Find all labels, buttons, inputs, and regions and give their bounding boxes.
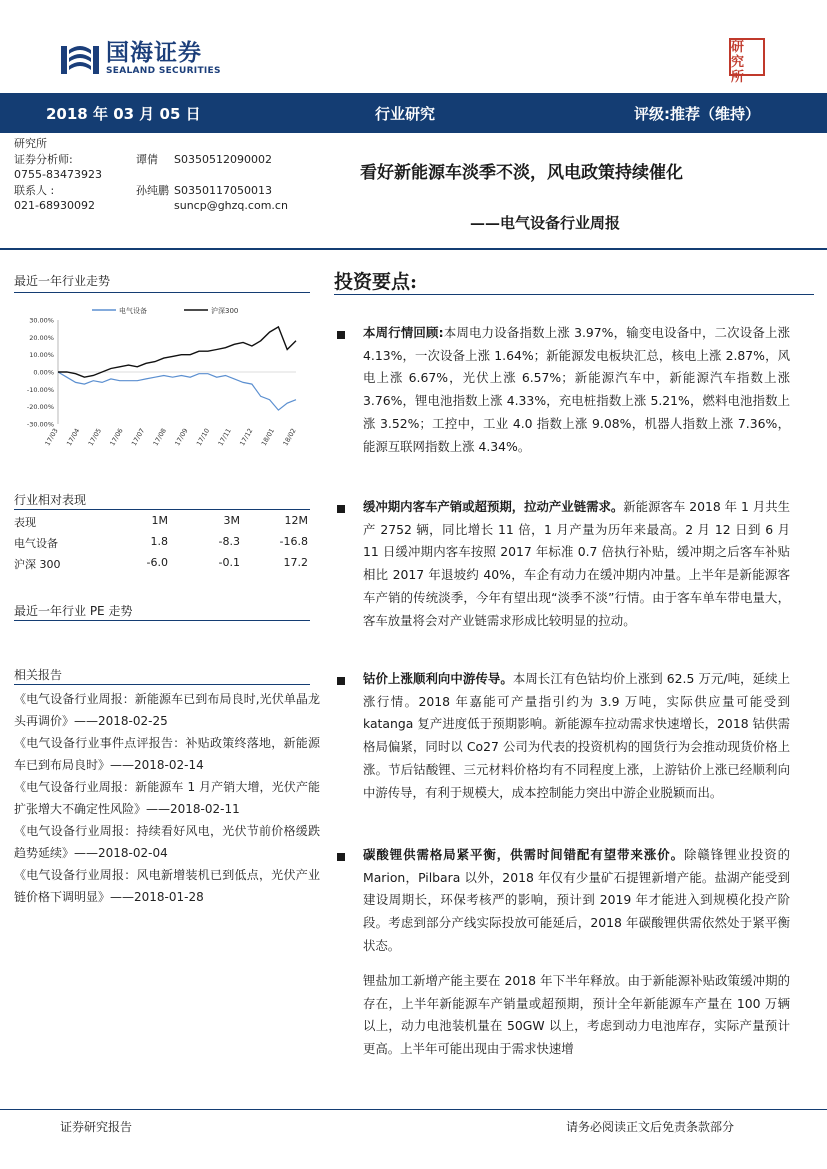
- bullet-icon: [337, 853, 345, 861]
- section-divider: [14, 620, 310, 621]
- header-band: [0, 93, 827, 133]
- trend-chart: [14, 298, 310, 458]
- pe-heading: 最近一年行业 PE 走势: [14, 604, 133, 618]
- table-header-row: 表现 1M 3M 12M: [14, 514, 308, 529]
- report-link[interactable]: 《电气设备行业周报：新能源车 1 月产销大增，光伏产能扩张增大不确定性风险》——2018-02-11: [14, 780, 320, 816]
- dept-label: 研究所: [14, 137, 47, 150]
- footer-divider: [0, 1109, 827, 1110]
- report-title: 看好新能源车淡季不淡，风电政策持续催化: [360, 163, 683, 183]
- x-tick-label: 18/02: [281, 427, 298, 448]
- x-tick-label: 17/08: [151, 427, 168, 448]
- x-tick-label: 17/06: [108, 427, 125, 448]
- research-seal: 研究所: [729, 38, 765, 76]
- footer-left: 证券研究报告: [60, 1120, 133, 1134]
- legend-label: 电气设备: [119, 307, 147, 315]
- x-tick-label: 17/12: [238, 427, 255, 448]
- bullet-icon: [337, 505, 345, 513]
- invest-point: 缓冲期内客车产销或超预期，拉动产业链需求。新能源客车 2018 年 1 月共生产 2752 辆，同比增长 11 倍，1 月产量为历年来最高。2 月 12 日到 6 月 11 日缓冲期内客车按照 2017 年标准 0.7 倍执行补贴，缓冲期之后客车补贴相比 2017 年退坡约 40%，车企有动力在缓冲期内冲量。上半年是新能源客车产销的传统淡季，今年有望出现“淡季不淡”行情。由于客车单车带电量大，客车放量将会对产业链需求形成比较明显的拉动。: [363, 499, 791, 628]
- related-reports: [14, 688, 320, 908]
- report-link[interactable]: 《电气设备行业事件点评报告：补贴政策终落地，新能源车已到布局良时》——2018-02-14: [14, 736, 320, 772]
- logo-name-cn: 国海证券: [106, 40, 202, 66]
- y-tick-label: 10.00%: [29, 351, 54, 360]
- table-row: 电气设备 1.8 -8.3 -16.8: [14, 535, 308, 550]
- invest-point: 本周行情回顾:本周电力设备指数上涨 3.97%，输变电设备中，二次设备上涨 4.13%，一次设备上涨 1.64%；新能源发电板块汇总，核电上涨 2.87%，风电上涨 6.67%，光伏上涨 6.57%；新能源汽车中，新能源汽车指数上涨 3.76%，锂电池指数上涨 4.33%，充电桩指数上涨 5.21%，燃料电池指数上涨 3.52%；工控中，工业 4.0 指数上涨 9.08%，机器人指数上涨 7.36%，能源互联网指数上涨 4.34%。: [363, 325, 790, 454]
- analyst-row: 证券分析师: 谭倩 S0350512090002: [14, 152, 272, 166]
- section-divider: [14, 684, 310, 685]
- x-tick-label: 17/03: [43, 427, 60, 448]
- analyst-row: 0755-83473923: [14, 168, 102, 182]
- section-divider: [14, 509, 310, 510]
- y-tick-label: -10.00%: [26, 385, 54, 394]
- invest-divider: [334, 294, 814, 295]
- y-tick-label: 0.00%: [33, 368, 54, 377]
- reports-heading: 相关报告: [14, 668, 63, 682]
- sealand-logo-icon: [60, 40, 100, 78]
- legend-label: 沪深300: [211, 307, 239, 315]
- header-divider: [0, 248, 827, 250]
- section-divider: [14, 292, 310, 293]
- report-rating: 评级:推荐（维持）: [634, 105, 760, 123]
- x-tick-label: 17/11: [216, 427, 233, 448]
- performance-table: [14, 511, 310, 574]
- x-tick-label: 17/10: [194, 427, 212, 448]
- logo-name-en: SEALAND SECURITIES: [106, 66, 221, 76]
- invest-point: 碳酸锂供需格局紧平衡，供需时间错配有望带来涨价。除赣锋锂业投资的 Marion，Pilbara 以外，2018 年仅有少量矿石提锂新增产能。盐湖产能受到建设周期长，环保考核严的影响，预计到 2019 年才能进入到规模化投产阶段。考虑到部分产线实际投放可能延后，2018 年碳酸锂供需依然处于紧平衡状态。: [363, 847, 791, 953]
- analyst-info: [14, 136, 314, 214]
- footer-right: 请务必阅读正文后免责条款部分: [566, 1120, 735, 1134]
- y-tick-label: 30.00%: [29, 316, 54, 325]
- report-link[interactable]: 《电气设备行业周报：新能源车已到布局良时,光伏单晶龙头再调价》——2018-02-25: [14, 692, 320, 728]
- series-line-index: [58, 327, 296, 377]
- y-tick-label: -20.00%: [26, 403, 54, 412]
- report-subtitle: ——电气设备行业周报: [470, 214, 621, 232]
- x-tick-label: 17/04: [65, 427, 82, 448]
- y-tick-label: 20.00%: [29, 333, 54, 342]
- analyst-row: 021-68930092 suncp@ghzq.com.cn: [14, 199, 288, 213]
- x-tick-label: 17/07: [129, 427, 147, 448]
- series-line-industry: [58, 372, 296, 410]
- x-tick-label: 17/09: [173, 427, 190, 448]
- invest-extra: 锂盐加工新增产能主要在 2018 年下半年释放。由于新能源补贴政策缓冲期的存在，上半年新能源车产销量或超预期，预计全年新能源车产量在 100 万辆以上，动力电池装机量在 50GW 以上，考虑到动力电池库存，实际产量预计更高。上半年可能出现由于需求快速增: [363, 973, 790, 1057]
- x-tick-label: 18/01: [259, 427, 277, 448]
- performance-heading: 行业相对表现: [14, 493, 87, 507]
- report-link[interactable]: 《电气设备行业周报：持续看好风电，光伏节前价格缓跌趋势延续》——2018-02-04: [14, 824, 320, 860]
- table-row: 沪深 300 -6.0 -0.1 17.2: [14, 556, 308, 571]
- report-link[interactable]: 《电气设备行业周报：风电新增装机已到低点，光伏产业链价格下调明显》——2018-01-28: [14, 868, 320, 904]
- trend-heading: 最近一年行业走势: [14, 274, 111, 288]
- invest-heading: 投资要点:: [334, 271, 418, 293]
- x-tick-label: 17/05: [86, 427, 104, 448]
- bullet-icon: [337, 677, 345, 685]
- analyst-row: 联系人 : 孙纯鹏 S0350117050013: [14, 183, 272, 197]
- company-logo: [60, 40, 221, 78]
- report-date: 2018 年 03 月 05 日: [46, 105, 201, 123]
- y-tick-label: -30.00%: [26, 420, 54, 429]
- invest-point: 钴价上涨顺利向中游传导。本周长江有色钴均价上涨到 62.5 万元/吨，延续上涨行情。2018 年嘉能可产量指引约为 3.9 万吨，实际供应量可能受到 katanga 复产进度低于预期影响。新能源车拉动需求快速增长，2018 钴供需格局偏紧，同时以 Co27 公司为代表的投资机构的囤货行为会推动现货价格上涨。节后钴酸锂、三元材料价格均有不同程度上涨，上游钴价上涨已经顺利向中游传导，有利于规模大，成本控制能力突出中游企业脱颖而出。: [363, 671, 791, 800]
- report-type: 行业研究: [375, 105, 436, 123]
- bullet-icon: [337, 331, 345, 339]
